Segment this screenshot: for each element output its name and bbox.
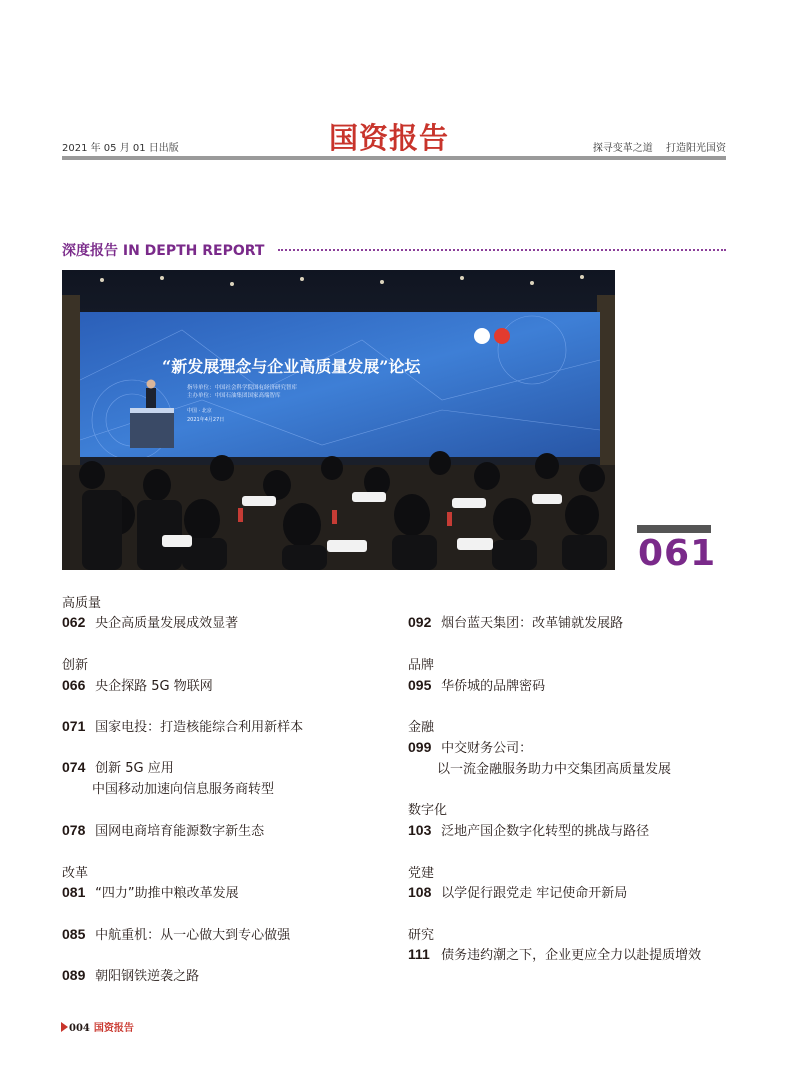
screen-line-3: 中国 · 北京 [187, 408, 212, 414]
magazine-title: 国资报告 [329, 121, 450, 155]
screen-title: “新发展理念与企业高质量发展”论坛 [162, 357, 421, 376]
toc-category-innovation: 创新 [62, 658, 89, 673]
screen-line-2: 主办单位：中国石油集团国家高端智库 [187, 393, 281, 399]
toc-item-071[interactable] [62, 716, 303, 735]
toc-category-quality: 高质量 [62, 596, 102, 611]
toc-item-number: 074 [62, 759, 86, 775]
toc-item-095[interactable] [408, 675, 545, 694]
toc-item-title: 债务违约潮之下，企业更应全力以赴提质增效 [441, 948, 702, 963]
forum-photo-drawing [62, 270, 615, 570]
toc-item-title: 泛地产国企数字化转型的挑战与路径 [441, 824, 650, 839]
toc-item-title: “四力”助推中粮改革发展 [95, 886, 239, 901]
toc-item-066[interactable] [62, 675, 213, 694]
toc-category-brand: 品牌 [408, 658, 435, 673]
toc-item-number: 085 [62, 926, 86, 942]
toc-item-title: 朝阳钢铁逆袭之路 [95, 969, 200, 984]
toc-item-title: 烟台蓝天集团：改革铺就发展路 [441, 616, 624, 631]
header-slogan: 探寻变革之道 打造阳光国资 [592, 143, 726, 154]
toc-item-number: 111 [408, 946, 430, 962]
toc-item-085[interactable] [62, 924, 290, 943]
toc-item-number: 078 [62, 822, 86, 838]
triangle-marker-icon [61, 1022, 68, 1032]
toc-item-089[interactable] [62, 965, 199, 984]
publish-date: 2021 年 05 月 01 日出版 [62, 143, 179, 154]
toc-item-title: 中交财务公司： [441, 741, 533, 756]
toc-item-074[interactable] [62, 757, 174, 776]
page-number: 061 [638, 533, 717, 574]
toc-category-party: 党建 [408, 866, 435, 881]
toc-item-number: 066 [62, 677, 86, 693]
page-footer [61, 1019, 134, 1034]
screen-line-1: 指导单位：中国社会科学院国有经济研究智库 [187, 385, 298, 391]
toc-item-111[interactable] [408, 944, 701, 963]
page-number-bar [637, 525, 711, 533]
toc-item-title: 华侨城的品牌密码 [441, 679, 546, 694]
toc-item-number: 092 [408, 614, 432, 630]
footer-magazine-name: 国资报告 [93, 1023, 134, 1034]
toc-item-099-subtitle: 以一流金融服务助力中交集团高质量发展 [437, 762, 672, 777]
toc-item-number: 099 [408, 739, 432, 755]
toc-category-research: 研究 [408, 928, 435, 943]
toc-item-title: 以学促行跟党走 牢记使命开新局 [441, 886, 628, 901]
toc-item-103[interactable] [408, 820, 649, 839]
toc-item-108[interactable] [408, 882, 627, 901]
toc-item-number: 108 [408, 884, 432, 900]
header-rule [62, 156, 726, 160]
section-heading: 深度报告 IN DEPTH REPORT [62, 243, 265, 259]
toc-category-reform: 改革 [62, 866, 89, 881]
toc-item-062[interactable] [62, 612, 238, 631]
toc-item-number: 071 [62, 718, 86, 734]
toc-category-finance: 金融 [408, 720, 435, 735]
toc-item-title: 中航重机：从一心做大到专心做强 [95, 928, 291, 943]
toc-item-078[interactable] [62, 820, 264, 839]
toc-item-title: 央企高质量发展成效显著 [95, 616, 239, 631]
toc-item-number: 062 [62, 614, 86, 630]
toc-item-099[interactable] [408, 737, 532, 756]
toc-item-title: 国家电投：打造核能综合利用新样本 [95, 720, 304, 735]
toc-item-number: 095 [408, 677, 432, 693]
toc-item-title: 创新 5G 应用 [95, 761, 174, 776]
toc-item-number: 103 [408, 822, 432, 838]
toc-category-digital: 数字化 [408, 803, 448, 818]
section-dotted-rule [278, 249, 726, 251]
toc-item-number: 081 [62, 884, 86, 900]
footer-page-number: 004 [69, 1023, 90, 1034]
toc-item-092[interactable] [408, 612, 623, 631]
toc-item-074-subtitle: 中国移动加速向信息服务商转型 [92, 782, 275, 797]
screen-line-4: 2021年4月27日 [187, 417, 225, 423]
toc-item-title: 央企探路 5G 物联网 [95, 679, 213, 694]
toc-item-title: 国网电商培育能源数字新生态 [95, 824, 265, 839]
toc-item-number: 089 [62, 967, 86, 983]
forum-photo [62, 270, 615, 570]
toc-item-081[interactable] [62, 882, 239, 901]
